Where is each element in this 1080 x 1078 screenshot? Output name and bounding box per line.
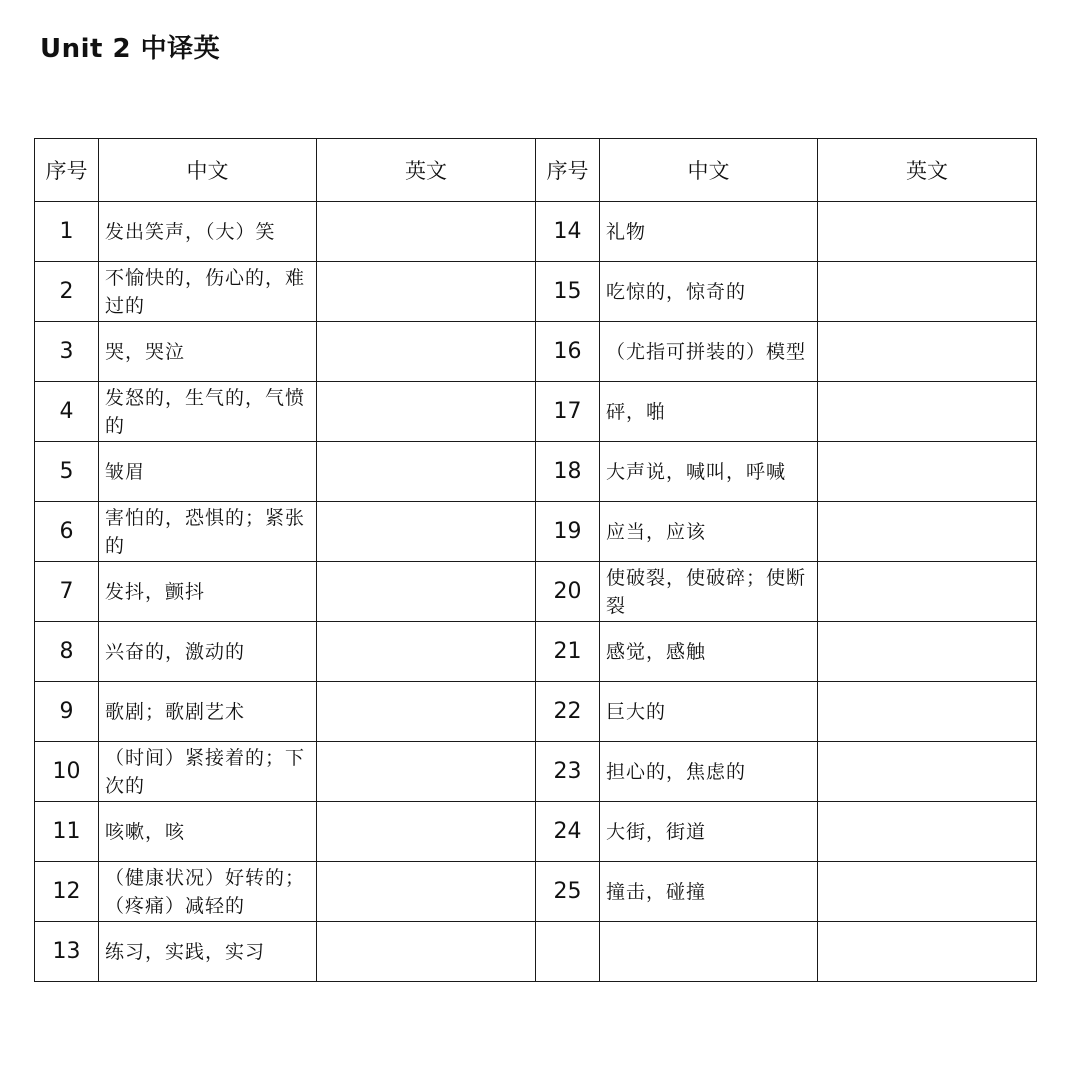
english-answer-cell[interactable]: [317, 922, 536, 982]
english-answer-cell[interactable]: [317, 382, 536, 442]
item-number: 7: [35, 562, 99, 622]
english-answer-cell[interactable]: [818, 442, 1037, 502]
item-number: 4: [35, 382, 99, 442]
table-row: [35, 622, 1037, 682]
table-row: [35, 742, 1037, 802]
header-english-right: 英文: [818, 139, 1037, 202]
chinese-term: 大声说，喊叫，呼喊: [600, 442, 818, 502]
item-number: 21: [536, 622, 600, 682]
chinese-term: （健康状况）好转的；（疼痛）减轻的: [99, 862, 317, 922]
table-row: [35, 502, 1037, 562]
item-number: 17: [536, 382, 600, 442]
chinese-term: 兴奋的，激动的: [99, 622, 317, 682]
chinese-term: 练习，实践，实习: [99, 922, 317, 982]
table-row: [35, 682, 1037, 742]
english-answer-cell[interactable]: [317, 442, 536, 502]
item-number: 12: [35, 862, 99, 922]
table-row: [35, 862, 1037, 922]
chinese-term: 害怕的，恐惧的；紧张的: [99, 502, 317, 562]
chinese-term: （时间）紧接着的；下次的: [99, 742, 317, 802]
item-number: 11: [35, 802, 99, 862]
chinese-term: 发抖，颤抖: [99, 562, 317, 622]
english-answer-cell[interactable]: [317, 562, 536, 622]
chinese-term: 感觉，感触: [600, 622, 818, 682]
english-answer-cell[interactable]: [317, 622, 536, 682]
english-answer-cell[interactable]: [818, 802, 1037, 862]
chinese-term: 不愉快的，伤心的，难过的: [99, 262, 317, 322]
chinese-term: 皱眉: [99, 442, 317, 502]
header-number-right: 序号: [536, 139, 600, 202]
item-number: 5: [35, 442, 99, 502]
header-row: [35, 139, 1037, 202]
item-number: 6: [35, 502, 99, 562]
english-answer-cell[interactable]: [818, 922, 1037, 982]
chinese-term: 礼物: [600, 202, 818, 262]
english-answer-cell[interactable]: [818, 682, 1037, 742]
item-number: 10: [35, 742, 99, 802]
item-number: 15: [536, 262, 600, 322]
english-answer-cell[interactable]: [317, 322, 536, 382]
item-number: 14: [536, 202, 600, 262]
chinese-term: 使破裂，使破碎；使断裂: [600, 562, 818, 622]
table-row: [35, 802, 1037, 862]
english-answer-cell[interactable]: [818, 742, 1037, 802]
chinese-term: 大街，街道: [600, 802, 818, 862]
page-title: Unit 2 中译英: [40, 34, 221, 64]
item-number: 19: [536, 502, 600, 562]
english-answer-cell[interactable]: [317, 802, 536, 862]
chinese-term: 发怒的，生气的，气愤的: [99, 382, 317, 442]
item-number: 2: [35, 262, 99, 322]
item-number: 1: [35, 202, 99, 262]
table-body: [35, 202, 1037, 982]
english-answer-cell[interactable]: [818, 862, 1037, 922]
item-number: 3: [35, 322, 99, 382]
item-number: 16: [536, 322, 600, 382]
english-answer-cell[interactable]: [317, 862, 536, 922]
english-answer-cell[interactable]: [317, 262, 536, 322]
table-row: [35, 262, 1037, 322]
vocabulary-table: [34, 138, 1037, 982]
chinese-term: 撞击，碰撞: [600, 862, 818, 922]
chinese-term: 歌剧；歌剧艺术: [99, 682, 317, 742]
table-row: [35, 322, 1037, 382]
item-number: 13: [35, 922, 99, 982]
header-english-left: 英文: [317, 139, 536, 202]
table-row: [35, 922, 1037, 982]
item-number: 22: [536, 682, 600, 742]
table-row: [35, 382, 1037, 442]
english-answer-cell[interactable]: [818, 382, 1037, 442]
english-answer-cell[interactable]: [818, 562, 1037, 622]
header-number-left: 序号: [35, 139, 99, 202]
chinese-term: 吃惊的，惊奇的: [600, 262, 818, 322]
table-row: [35, 202, 1037, 262]
chinese-term: 发出笑声，（大）笑: [99, 202, 317, 262]
chinese-term: （尤指可拼装的）模型: [600, 322, 818, 382]
chinese-term: 巨大的: [600, 682, 818, 742]
chinese-term: 担心的，焦虑的: [600, 742, 818, 802]
header-chinese-right: 中文: [600, 139, 818, 202]
chinese-term: 应当，应该: [600, 502, 818, 562]
chinese-term: 哭，哭泣: [99, 322, 317, 382]
item-number: 20: [536, 562, 600, 622]
item-number: 24: [536, 802, 600, 862]
item-number: [536, 922, 600, 982]
english-answer-cell[interactable]: [317, 742, 536, 802]
english-answer-cell[interactable]: [818, 322, 1037, 382]
english-answer-cell[interactable]: [317, 682, 536, 742]
chinese-term: [600, 922, 818, 982]
header-chinese-left: 中文: [99, 139, 317, 202]
chinese-term: 砰，啪: [600, 382, 818, 442]
table-row: [35, 562, 1037, 622]
english-answer-cell[interactable]: [317, 202, 536, 262]
english-answer-cell[interactable]: [818, 202, 1037, 262]
table-row: [35, 442, 1037, 502]
english-answer-cell[interactable]: [818, 622, 1037, 682]
item-number: 25: [536, 862, 600, 922]
english-answer-cell[interactable]: [818, 502, 1037, 562]
chinese-term: 咳嗽，咳: [99, 802, 317, 862]
english-answer-cell[interactable]: [818, 262, 1037, 322]
item-number: 9: [35, 682, 99, 742]
item-number: 23: [536, 742, 600, 802]
item-number: 8: [35, 622, 99, 682]
item-number: 18: [536, 442, 600, 502]
english-answer-cell[interactable]: [317, 502, 536, 562]
